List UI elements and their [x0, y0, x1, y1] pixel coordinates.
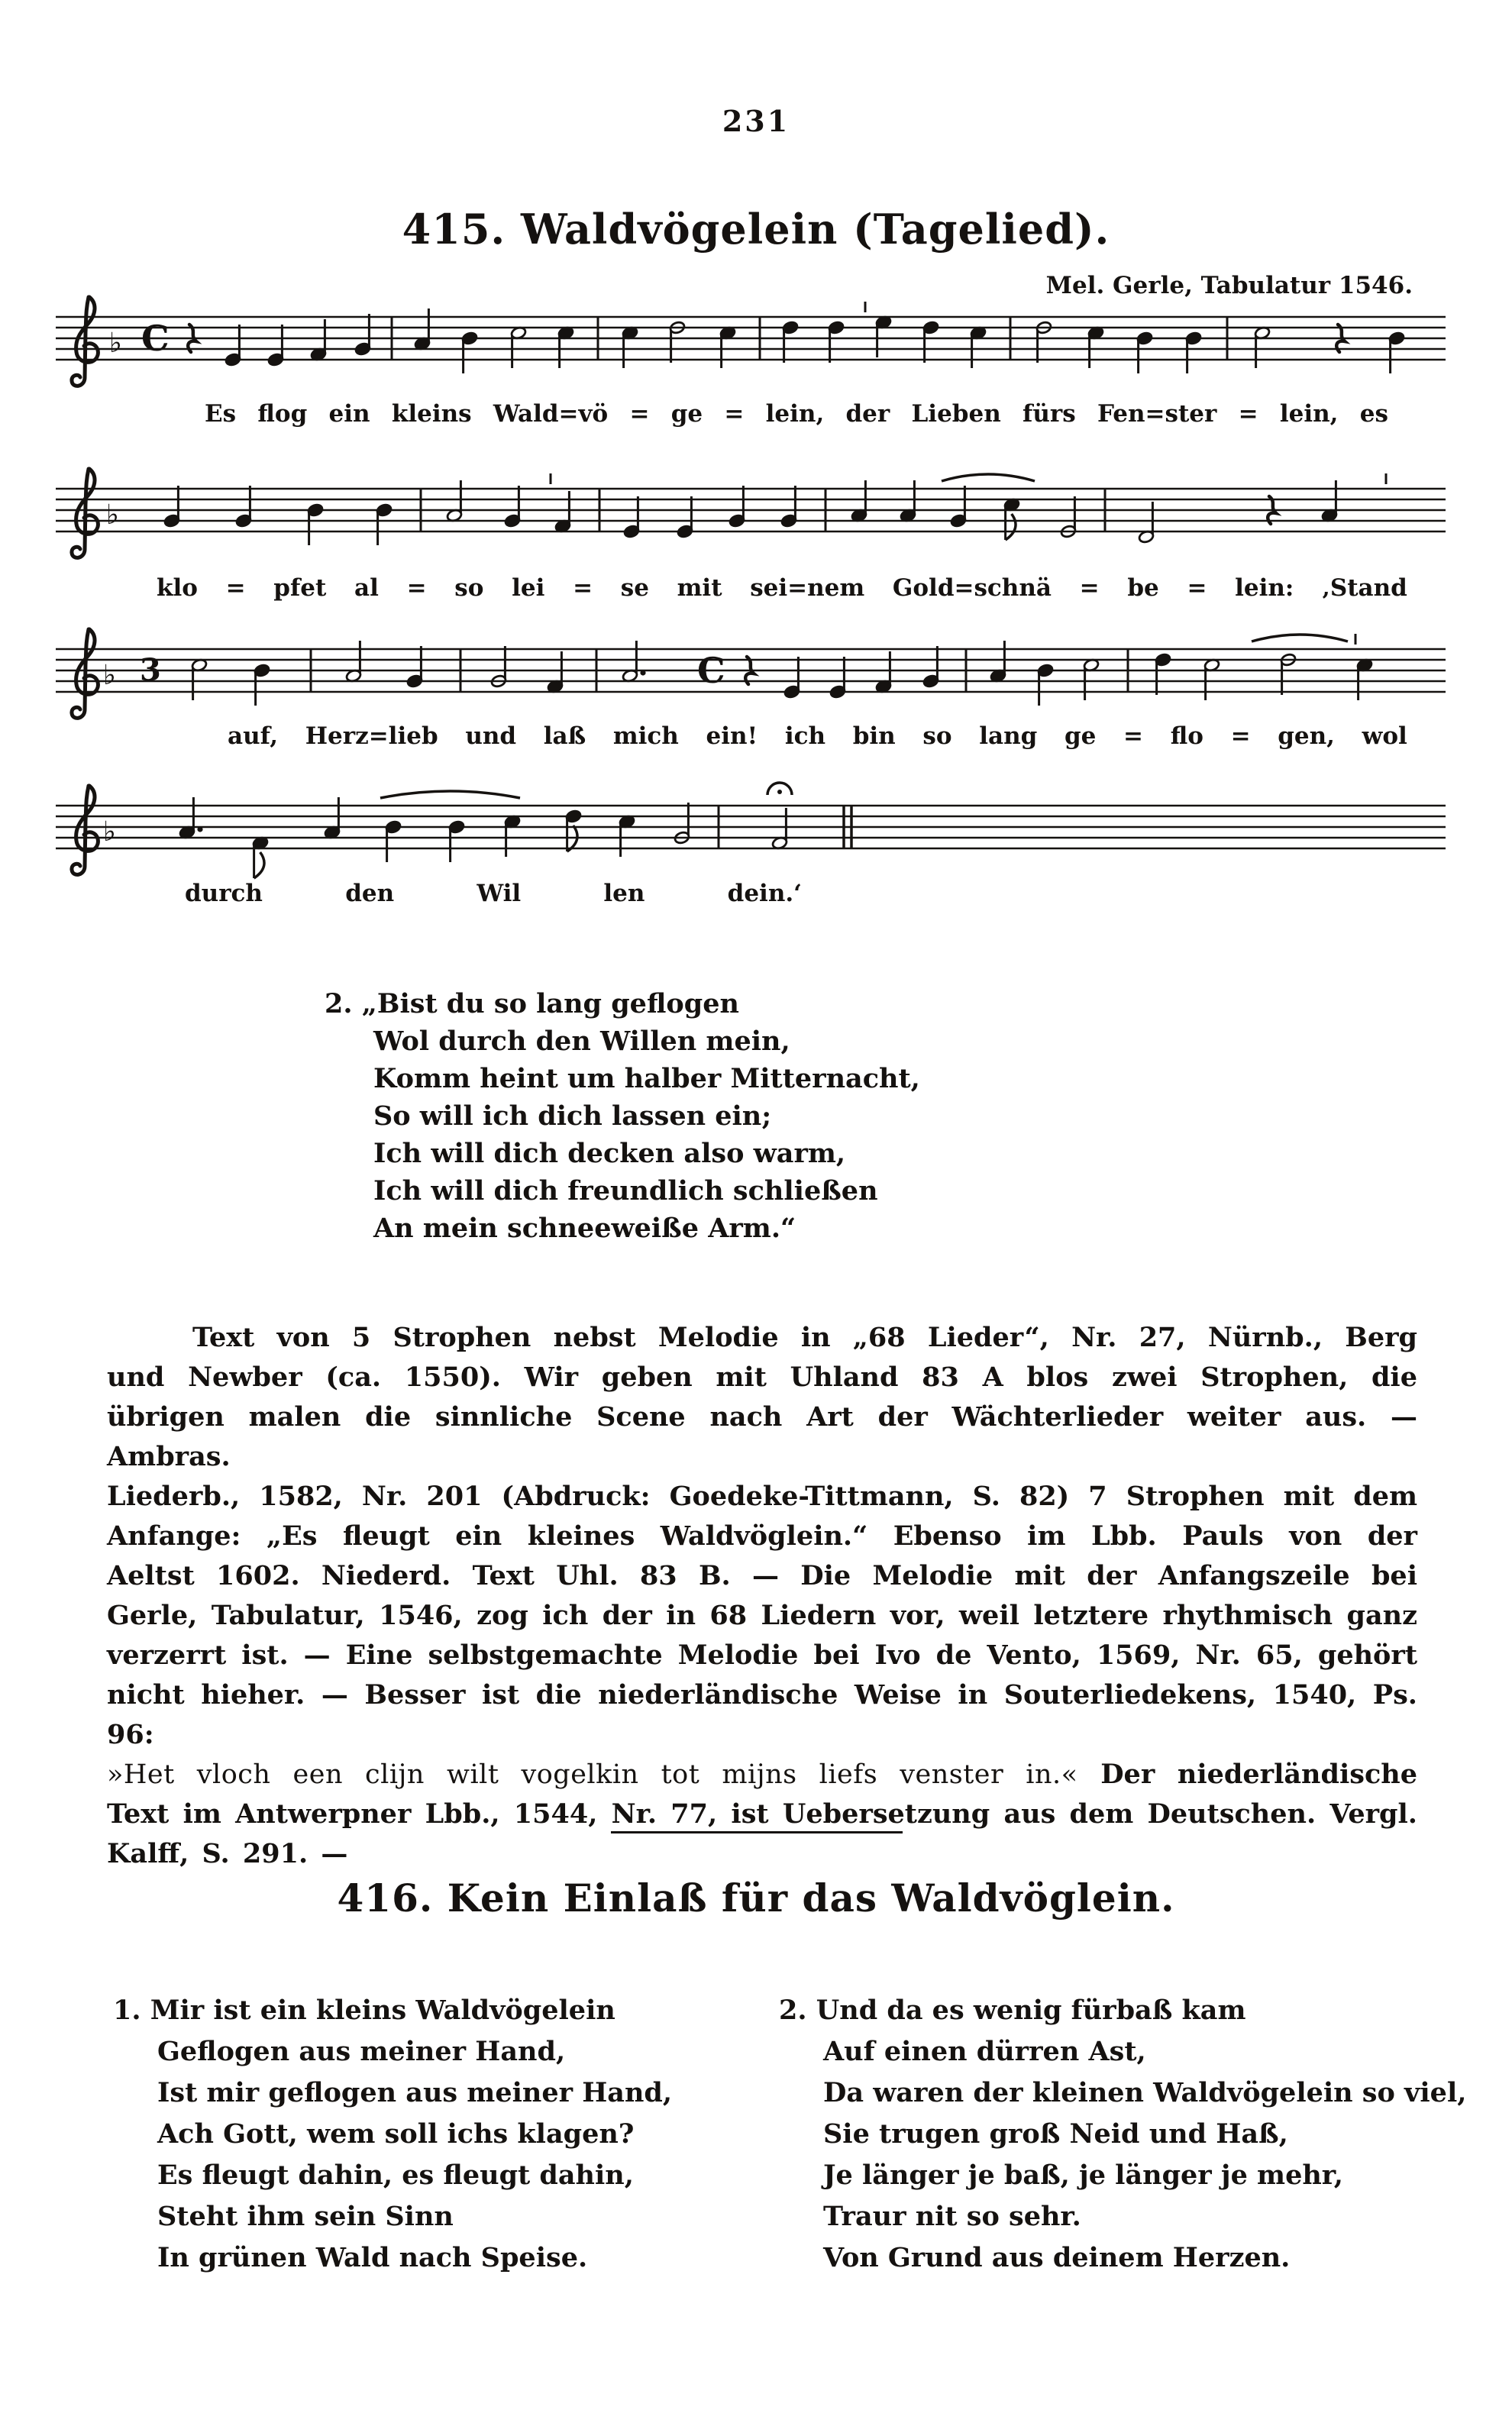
page-number: 231	[722, 104, 790, 138]
song-415-title: 415. Waldvögelein (Tagelied).	[402, 205, 1110, 254]
commentary-text: Gerle, Tabulatur, 1546, zog ich der in 68 Liedern vor, weil letztere rhythmisch ganz	[107, 1600, 1417, 1631]
lyric-token: Wald=vö	[493, 400, 609, 428]
treble-clef-icon	[72, 786, 99, 874]
lyric-token: =	[225, 574, 246, 602]
lyric-token: ein	[328, 400, 370, 428]
lyric-token: Wil	[477, 880, 522, 907]
lyric-token: bin	[852, 722, 896, 750]
verse-line: Traur nit so sehr.	[823, 2201, 1081, 2232]
verse-line: Ich will dich decken also warm,	[373, 1138, 846, 1169]
commentary-line	[107, 1834, 1417, 1874]
section-divider	[611, 1831, 903, 1833]
commentary-line	[107, 1358, 1417, 1397]
lyric-token: klo	[157, 574, 198, 602]
lyric-token: pfet	[273, 574, 327, 602]
lyric-token: ‚Stand	[1322, 574, 1407, 602]
lyric-token: laß	[543, 722, 586, 750]
commentary-text: Der niederländische	[1077, 1759, 1417, 1790]
lyric-token: Gold=schnä	[892, 574, 1052, 602]
commentary-line	[107, 1318, 1417, 1358]
flat-sign-icon: ♭	[103, 816, 116, 848]
lyric-token: =	[1123, 722, 1144, 750]
lyric-token: len	[603, 880, 645, 907]
verse-2-block	[325, 985, 920, 1247]
lyric-token: lein,	[1279, 400, 1339, 428]
augmentation-dot	[640, 670, 645, 675]
lyric-token: =	[406, 574, 427, 602]
lyric-token: =	[1187, 574, 1207, 602]
staff-1	[56, 286, 1446, 418]
lyric-token: sei=nem	[750, 574, 865, 602]
lyric-token: lang	[979, 722, 1038, 750]
treble-clef-icon	[72, 297, 99, 386]
eighth-flag	[1006, 514, 1016, 540]
lyrics-line	[157, 574, 1407, 602]
slur	[380, 791, 520, 798]
commentary-text: »Het vloch een clijn wilt vogelkin tot mijns liefs venster in.«	[107, 1759, 1078, 1790]
lyric-token: auf,	[228, 722, 279, 750]
lyric-token: flo	[1170, 722, 1203, 750]
lyric-token: mit	[677, 574, 722, 602]
lyric-token: =	[573, 574, 593, 602]
lyric-token: ein!	[706, 722, 758, 750]
lyric-token: lein:	[1235, 574, 1294, 602]
verse-line: Auf einen dürren Ast,	[823, 2036, 1146, 2067]
lyric-token: gen,	[1278, 722, 1335, 750]
lyric-token: =	[629, 400, 650, 428]
commentary-line	[107, 1397, 1417, 1477]
verse-line: 2. „Bist du so lang geflogen	[325, 988, 739, 1019]
staff-2	[56, 458, 1446, 590]
commentary-line	[107, 1636, 1417, 1675]
song-416-verse-2	[779, 1990, 1466, 2279]
verse-line: 1. Mir ist ein kleins Waldvögelein	[113, 1995, 615, 2026]
lyric-token: Herz=lieb	[305, 722, 438, 750]
treble-clef-icon	[72, 469, 99, 557]
lyric-token: ge	[670, 400, 703, 428]
lyric-token: so	[922, 722, 952, 750]
song-416-verse-1	[113, 1990, 672, 2279]
lyrics-line	[185, 880, 802, 907]
lyric-token: wol	[1362, 722, 1407, 750]
lyric-token: lei	[512, 574, 545, 602]
flat-sign-icon: ♭	[109, 327, 122, 359]
verse-line: Ich will dich freundlich schließen	[373, 1175, 878, 1207]
commentary-line	[107, 1477, 1417, 1517]
verse-line: Ach Gott, wem soll ichs klagen?	[157, 2118, 635, 2150]
verse-line: Wol durch den Willen mein,	[373, 1026, 790, 1057]
lyric-token: =	[1079, 574, 1100, 602]
verse-line: Je länger je baß, je länger je mehr,	[823, 2160, 1343, 2191]
lyrics-line	[228, 722, 1407, 750]
lyric-token: =	[1238, 400, 1258, 428]
lyric-token: es	[1359, 400, 1388, 428]
lyric-token: und	[465, 722, 517, 750]
augmentation-dot	[197, 826, 202, 832]
lyric-token: der	[845, 400, 890, 428]
commentary-line	[107, 1755, 1417, 1795]
melody-attribution: Mel. Gerle, Tabulatur 1546.	[1045, 272, 1413, 299]
verse-line: So will ich dich lassen ein;	[373, 1100, 772, 1132]
lyric-token: Fen=ster	[1097, 400, 1217, 428]
lyric-token: fürs	[1023, 400, 1076, 428]
commentary-text: Kalff, S. 291. —	[107, 1838, 348, 1869]
verse-line: Geflogen aus meiner Hand,	[157, 2036, 566, 2067]
commentary-text: Anfange: „Es fleugt ein kleines Waldvöglein.“ Ebenso im Lbb. Pauls von der	[107, 1520, 1417, 1552]
verse-line: Ist mir geflogen aus meiner Hand,	[157, 2077, 673, 2108]
commentary-text: übrigen malen die sinnliche Scene nach Art der Wächterlieder weiter aus. — Ambras.	[107, 1401, 1417, 1472]
lyric-token: al	[354, 574, 379, 602]
lyric-token: lein,	[765, 400, 825, 428]
verse-line: Steht ihm sein Sinn	[157, 2201, 454, 2232]
commentary-line	[107, 1556, 1417, 1596]
commentary-line	[107, 1795, 1417, 1834]
lyric-token: dein.‘	[727, 880, 802, 907]
commentary-text: Liederb., 1582, Nr. 201 (Abdruck: Goedeke-Tittmann, S. 82) 7 Strophen mit dem	[107, 1481, 1417, 1512]
lyric-token: =	[1230, 722, 1251, 750]
lyric-token: flog	[257, 400, 308, 428]
verse-line: Sie trugen groß Neid und Haß,	[823, 2118, 1288, 2150]
commentary-text: und Newber (ca. 1550). Wir geben mit Uhland 83 A blos zwei Strophen, die	[107, 1362, 1417, 1393]
lyrics-line	[205, 400, 1388, 428]
commentary-text: Text von 5 Strophen nebst Melodie in „68 Lieder“, Nr. 27, Nürnb., Berg	[192, 1322, 1417, 1353]
lyric-token: ich	[784, 722, 826, 750]
lyric-token: ge	[1064, 722, 1097, 750]
verse-line: Es fleugt dahin, es fleugt dahin,	[157, 2160, 634, 2191]
lyric-token: be	[1127, 574, 1159, 602]
slur	[1252, 635, 1348, 641]
commentary-text: Text im Antwerpner Lbb., 1544, Nr. 77, ist Uebersetzung aus dem Deutschen. Vergl.	[107, 1798, 1417, 1830]
lyric-token: den	[345, 880, 395, 907]
commentary-text: nicht hieher. — Besser ist die niederländische Weise in Souterliedekens, 1540, Ps. 96:	[107, 1679, 1417, 1750]
slur	[942, 474, 1035, 481]
lyric-token: durch	[185, 880, 263, 907]
lyric-token: Lieben	[911, 400, 1001, 428]
fermata-dot	[777, 790, 782, 794]
treble-clef-icon	[72, 629, 99, 718]
time-signature: C	[141, 318, 170, 359]
verse-line: Komm heint um halber Mitternacht,	[373, 1063, 920, 1094]
commentary-line	[107, 1596, 1417, 1636]
lyric-token: =	[724, 400, 745, 428]
song-416-title: 416. Kein Einlaß für das Waldvöglein.	[337, 1875, 1175, 1921]
verse-line: Da waren der kleinen Waldvögelein so viel,	[823, 2077, 1467, 2108]
commentary-text: verzerrt ist. — Eine selbstgemachte Melodie bei Ivo de Vento, 1569, Nr. 65, gehört	[107, 1640, 1417, 1671]
verse-line: Von Grund aus deinem Herzen.	[823, 2242, 1291, 2273]
commentary-text: Aeltst 1602. Niederd. Text Uhl. 83 B. — Die Melodie mit der Anfangszeile bei	[107, 1560, 1417, 1591]
time-signature: 3	[140, 652, 161, 688]
flat-sign-icon: ♭	[106, 499, 119, 531]
lyric-token: mich	[612, 722, 679, 750]
commentary	[107, 1318, 1417, 1874]
lyric-token: so	[454, 574, 484, 602]
lyric-token: kleins	[391, 400, 472, 428]
lyric-token: Es	[205, 400, 237, 428]
verse-line: In grünen Wald nach Speise.	[157, 2242, 588, 2273]
commentary-line	[107, 1675, 1417, 1755]
commentary-line	[107, 1517, 1417, 1556]
verse-line: 2. Und da es wenig fürbaß kam	[779, 1995, 1246, 2026]
lyric-token: se	[620, 574, 649, 602]
eighth-flag	[254, 852, 264, 878]
time-signature: C	[697, 650, 725, 691]
flat-sign-icon: ♭	[103, 659, 116, 691]
verse-line: An mein schneeweiße Arm.“	[373, 1213, 796, 1244]
